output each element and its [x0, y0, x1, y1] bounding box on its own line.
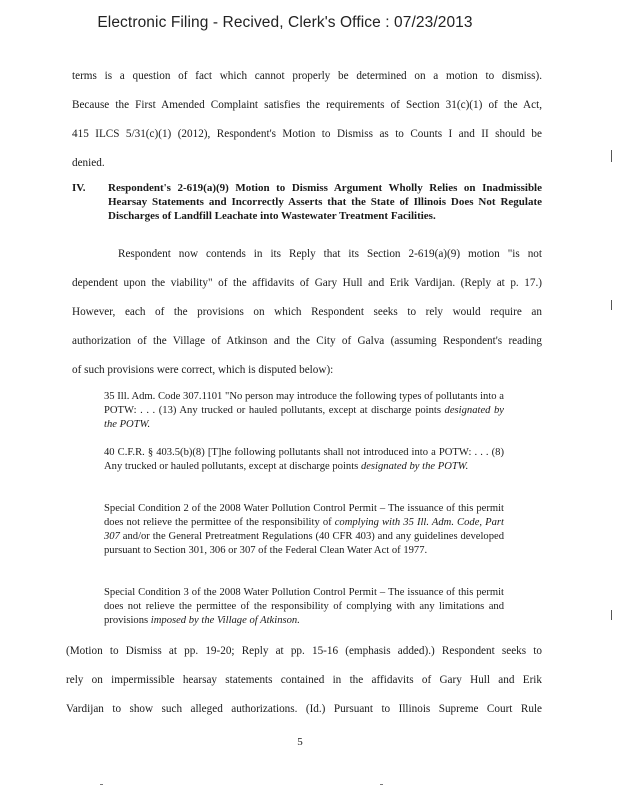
quote-emphasis: designated by the POTW. — [104, 405, 505, 430]
text-line: Vardijan to show such alleged authorizations. (Id.) Pursuant to Illinois Supreme Court Rule — [66, 703, 542, 715]
block-quote-condition-3 — [104, 586, 504, 628]
quote-emphasis: imposed by the Village of Atkinson. — [150, 615, 300, 626]
section-number: IV. — [72, 182, 86, 194]
text-line: Respondent now contends in its Reply that its Section 2-619(a)(9) motion "is not — [118, 248, 542, 260]
quote-emphasis: designated by the POTW. — [360, 461, 469, 472]
scan-artifact — [611, 610, 612, 620]
scan-artifact — [611, 300, 612, 310]
text-line: 415 ILCS 5/31(c)(1) (2012), Respondent's Motion to Dismiss as to Counts I and II should be — [72, 128, 542, 140]
quote-emphasis: complying with 35 Ill. Adm. Code, Part 307 — [104, 517, 504, 542]
text-line: dependent upon the viability" of the affidavits of Gary Hull and Erik Vardijan. (Reply at p. 17.) — [72, 277, 542, 289]
scan-artifact — [380, 784, 383, 785]
page-number: 5 — [297, 736, 303, 748]
paragraph-reply-argument — [72, 240, 542, 385]
text-line: Because the First Amended Complaint satisfies the requirements of Section 31(c)(1) of the Act, — [72, 99, 542, 111]
quote-text: and/or the General Pretreatment Regulations (40 CFR 403) and any guidelines developed pursuant to Section 301, 306 or 307 of the Federal Clean Water Act of 1977. — [104, 531, 504, 556]
quote-text: Special Condition 2 of the 2008 Water Pollution Control Permit – The issuance of this permit does not relieve the permittee of the responsibility of — [104, 503, 504, 528]
block-quote-cfr — [104, 446, 504, 474]
quote-text: 40 C.F.R. § 403.5(b)(8) [T]he following pollutants shall not introduced into a POTW: . . . (8) Any trucked or hauled pollutants, except at discharge points — [104, 447, 504, 472]
text-line: denied. — [72, 157, 105, 169]
text-line: terms is a question of fact which cannot properly be determined on a motion to dismiss). — [72, 70, 542, 82]
text-line: (Motion to Dismiss at pp. 19-20; Reply at pp. 15-16 (emphasis added).) Respondent seeks to — [66, 645, 542, 657]
quote-text: 35 Ill. Adm. Code 307.1101 "No person may introduce the following types of pollutants into a POTW: . . . (13) Any trucked or hauled pollutants, except at discharge points — [104, 391, 504, 416]
block-quote-307 — [104, 390, 504, 432]
section-heading — [72, 181, 542, 223]
quote-text: Special Condition 3 of the 2008 Water Pollution Control Permit – The issuance of this permit does not relieve the permittee of the responsibility of complying with any limitations and provisions — [104, 587, 504, 626]
scan-artifact — [611, 150, 612, 162]
block-quote-condition-2 — [104, 502, 504, 558]
text-line: However, each of the provisions on which Respondent seeks to rely would require an — [72, 306, 542, 318]
text-line: authorization of the Village of Atkinson and the City of Galva (assuming Respondent's reading — [72, 335, 542, 347]
section-heading-text: Respondent's 2-619(a)(9) Motion to Dismiss Argument Wholly Relies on Inadmissible Hearsay Statements and Incorrectly Asserts that the State of Illinois Does Not Regulate Discharges of Landfill Leachate into Wastewater Treatment Facilities. — [108, 182, 542, 222]
paragraph-hearsay — [66, 637, 542, 724]
text-line: rely on impermissible hearsay statements contained in the affidavits of Gary Hull and Erik — [66, 674, 542, 686]
electronic-filing-header: Electronic Filing - Recived, Clerk's Office : 07/23/2013 — [97, 14, 473, 31]
scan-artifact — [100, 784, 103, 785]
paragraph-conclusion — [72, 62, 542, 178]
text-line: of such provisions were correct, which is disputed below): — [72, 364, 334, 376]
